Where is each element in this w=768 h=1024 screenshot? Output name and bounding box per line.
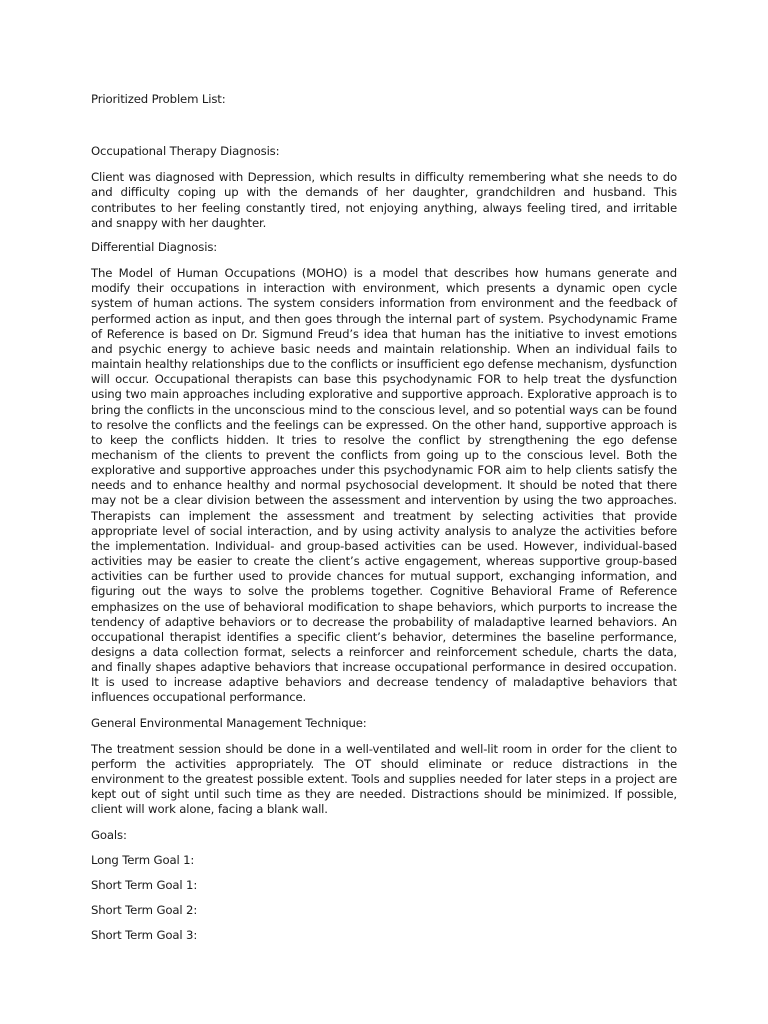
differential-diagnosis-paragraph: The Model of Human Occupations (MOHO) is a model that describes how humans generate and modify their occupations in interaction with environment, which presents a dynamic open cycle system of human actions. The system considers information from environment and the feedback of performed action as input, and then goes through the internal part of system. Psychodynamic Frame of Reference is based on Dr. Sigmund Freud’s idea that human has the initiative to invest emotions and psychic energy to achieve basic needs and maintain relationship. When an individual fails to maintain healthy relationships due to the conflicts or insufficient ego defense mechanism, dysfunction will occur. Occupational therapists can base this psychodynamic FOR to help treat the dysfunction using two main approaches including explorative and supportive approach. Explorative approach is to bring the conflicts in the unconscious mind to the conscious level, and so potential ways can be found to resolve the conflicts and the feelings can be expressed. On the other hand, supportive approach is to keep the conflicts hidden. It tries to resolve the conflict by strengthening the ego defense mechanism of the clients to prevent the conflicts from going up to the conscious level. Both the explorative and supportive approaches under this psychodynamic FOR aim to help clients satisfy the needs and to enhance healthy and normal psychosocial development. It should be noted that there may not be a clear division between the assessment and intervention by using the two approaches. Therapists can implement the assessment and treatment by selecting activities that provide appropriate level of social interaction, and by using activity analysis to analyze the activities before the implementation. Individual- and group-based activities can be used. However, individual-based activities may be easier to create the client’s active engagement, whereas supportive group-based activities can be further used to provide chances for mutual support, exchanging information, and figuring out the ways to solve the problems together. Cognitive Behavioral Frame of Reference emphasizes on the use of behavioral modification to shape behaviors, which purports to increase the tendency of adaptive behaviors or to decrease the probability of maladaptive learned behaviors. An occupational therapist identifies a specific client’s behavior, determines the baseline performance, designs a data collection format, selects a reinforcer and reinforcement schedule, charts the data, and finally shapes adaptive behaviors that increase occupational performance in desired occupation. It is used to increase adaptive behaviors and decrease tendency of maladaptive behaviors that influences occupational performance. [91, 266, 677, 705]
long-term-goal-1: Long Term Goal 1: [91, 852, 195, 867]
ot-diagnosis-heading: Occupational Therapy Diagnosis: [91, 144, 280, 159]
short-term-goal-3: Short Term Goal 3: [91, 928, 198, 943]
short-term-goal-1: Short Term Goal 1: [91, 877, 198, 892]
short-term-goal-2: Short Term Goal 2: [91, 903, 198, 918]
environmental-management-heading: General Environmental Management Technique: [91, 715, 367, 730]
ot-diagnosis-paragraph: Client was diagnosed with Depression, which results in difficulty remembering what she needs to do and difficulty coping up with the demands of her daughter, grandchildren and husband. This contributes to her feeling constantly tired, not enjoying anything, always feeling tired, and irritable and snappy with her daughter. [91, 170, 677, 230]
goals-heading: Goals: [91, 827, 127, 842]
environmental-management-paragraph: The treatment session should be done in a well-ventilated and well-lit room in order for the client to perform the activities appropriately. The OT should eliminate or reduce distractions in the environment to the greatest possible extent. Tools and supplies needed for later steps in a project are kept out of sight until such time as they are needed. Distractions should be minimized. If possible, client will work alone, facing a blank wall. [91, 741, 677, 817]
problem-list-heading: Prioritized Problem List: [91, 92, 226, 106]
differential-diagnosis-heading: Differential Diagnosis: [91, 239, 218, 254]
